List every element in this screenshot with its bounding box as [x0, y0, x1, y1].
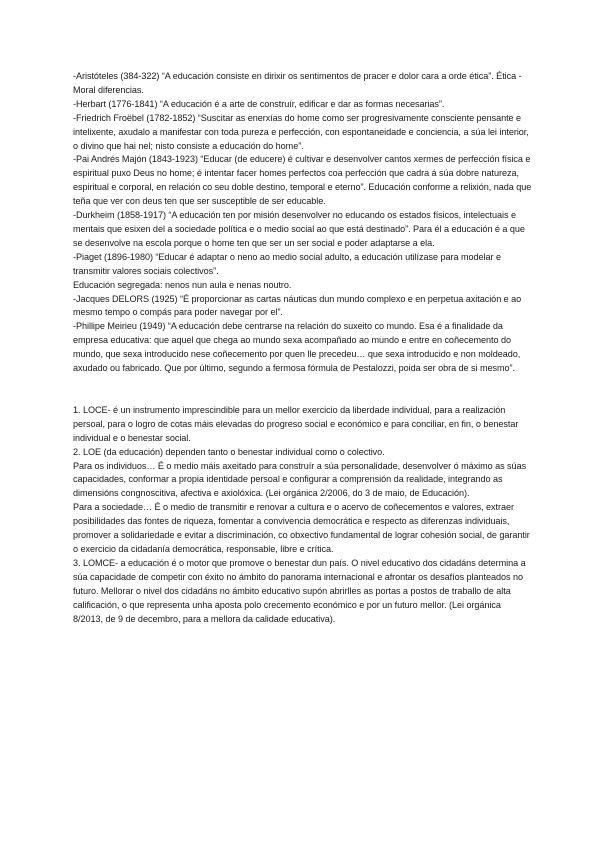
- paragraph-durkheim: -Durkheim (1858-1917) “A educación ten por misión desenvolver no educando os estados físicos, intelectuais e mentais que esixen del a sociedade política e o medio social ao que está destinado”. Para él a educación é a que se desenvolve na escola porque o home ten que ser un ser social e poder adaptarse a ela.: [73, 210, 525, 248]
- paragraph-loce: 1. LOCE- é un instrumento imprescindible para un mellor exercicio da liberdade individual, para a realización persoal, para o logro de cotas máis elevadas do progreso social e económico e para conciliar, en fin, o benestar individual e o benestar social.: [73, 404, 519, 443]
- paragraph-meirieu: -Phillipe Meirieu (1949) “A educación debe centrarse na relación do suxeito co mundo. Esa é a finalidade da empresa educativa: que aquel que chega ao mundo sexa acompañado ao mundo e entre en coñecemento do mundo, que sexa introducido nese coñecemento por quen lle precedeu… que sexa introducido e non moldeado, axudado ou fabricado. Que por último, segundo a fermosa fórmula de Pestalozzi, poida ser obra de si mesmo”.: [73, 321, 521, 374]
- paragraph-froebel: -Friedrich Froëbel (1782-1852) “Suscitar as enerxías do home como ser progresivamente consciente pensante e intelixente, axudalo a manifestar con toda pureza e perfección, con espontaneidade e conciencia, a súa lei interior, o divino que hai nel; nisto consiste a educación do home”.: [73, 112, 529, 151]
- paragraph-lomce: 3. LOMCE- a educación é o motor que promove o benestar dun país. O nivel educativo dos cidadáns determina a súa capacidade de competir con éxito no ámbito do panorama internacional e afrontar os desafíos planteados no futuro. Mellorar o nivel dos cidadáns no ámbito educativo supón abrirlles as portas a postos de traballo de alta calificación, o que representa unha aposta polo crecemento económico e por un futuro mellor. (Lei orgánica 8/2013, de 9 de decembro, para a mellora da calidade educativa).: [73, 557, 526, 624]
- section-gap: [73, 376, 532, 404]
- paragraph-piaget: -Piaget (1896-1980) “Educar é adaptar o neno ao medio social adulto, a educación utilízase para modelar e transmitir valores sociais colectivos”.: [73, 251, 501, 276]
- paragraph-majon: -Pai Andrés Majón (1843-1923) “Educar (de educere) é cultivar e desenvolver cantos xermes de perfección física e espiritual puxo Deus no home; é intentar facer homes perfectos coa perfección que cadra á súa dobre natureza, espiritual e corporal, en relación co seu doble destino, temporal e eterno”. Educación conforme a relixión, nada que teña que ver con deus ten que ser susceptible de ser educable.: [73, 154, 532, 207]
- paragraph-aristoteles: -Aristóteles (384-322) “A educación consiste en dirixir os sentimentos de pracer e dolor cara a orde ética”. Ética - Moral diferencias.: [73, 71, 522, 95]
- paragraph-individuos: Para os individuos… É o medio máis axeitado para construír a súa personalidade, desenvolver ó máximo as súas capacidades, conformar a propia identidade persoal e configurar a comprensión da realidade, integrando as dimensións congnoscitiva, afectiva e axiolóxica. (Lei orgánica 2/2006, do 3 de maio, de Educación).: [73, 460, 527, 499]
- paragraph-herbart: -Herbart (1776-1841) “A educación é a arte de construír, edificar e dar as formas necesarias”.: [73, 98, 445, 109]
- paragraph-sociedade: Para a sociedade… É o medio de transmitir e renovar a cultura e o acervo de coñecementos e valores, extraer posibilidades das fontes de riqueza, fomentar a convivencia democrática e respecto as diferenzas individuais, promover a solidariedade e evitar a discriminación, co obxectivo fundamental de lograr cohesión social, de garantir o exercicio da cidadanía democrática, responsable, libre e crítica.: [73, 502, 530, 554]
- paragraph-delors: -Jacques DELORS (1925) “É proporcionar as cartas náuticas dun mundo complexo e en perpetua axitación e ao mesmo tempo o compás para poder navegar por el”.: [73, 293, 522, 318]
- paragraph-loe: 2. LOE (da educación) dependen tanto o benestar individual como o colectivo.: [73, 446, 385, 457]
- definitions-section: [73, 70, 532, 376]
- paragraph-segregada: Educación segregada: nenos nun aula e nenas noutro.: [73, 279, 292, 290]
- laws-section: [73, 404, 532, 627]
